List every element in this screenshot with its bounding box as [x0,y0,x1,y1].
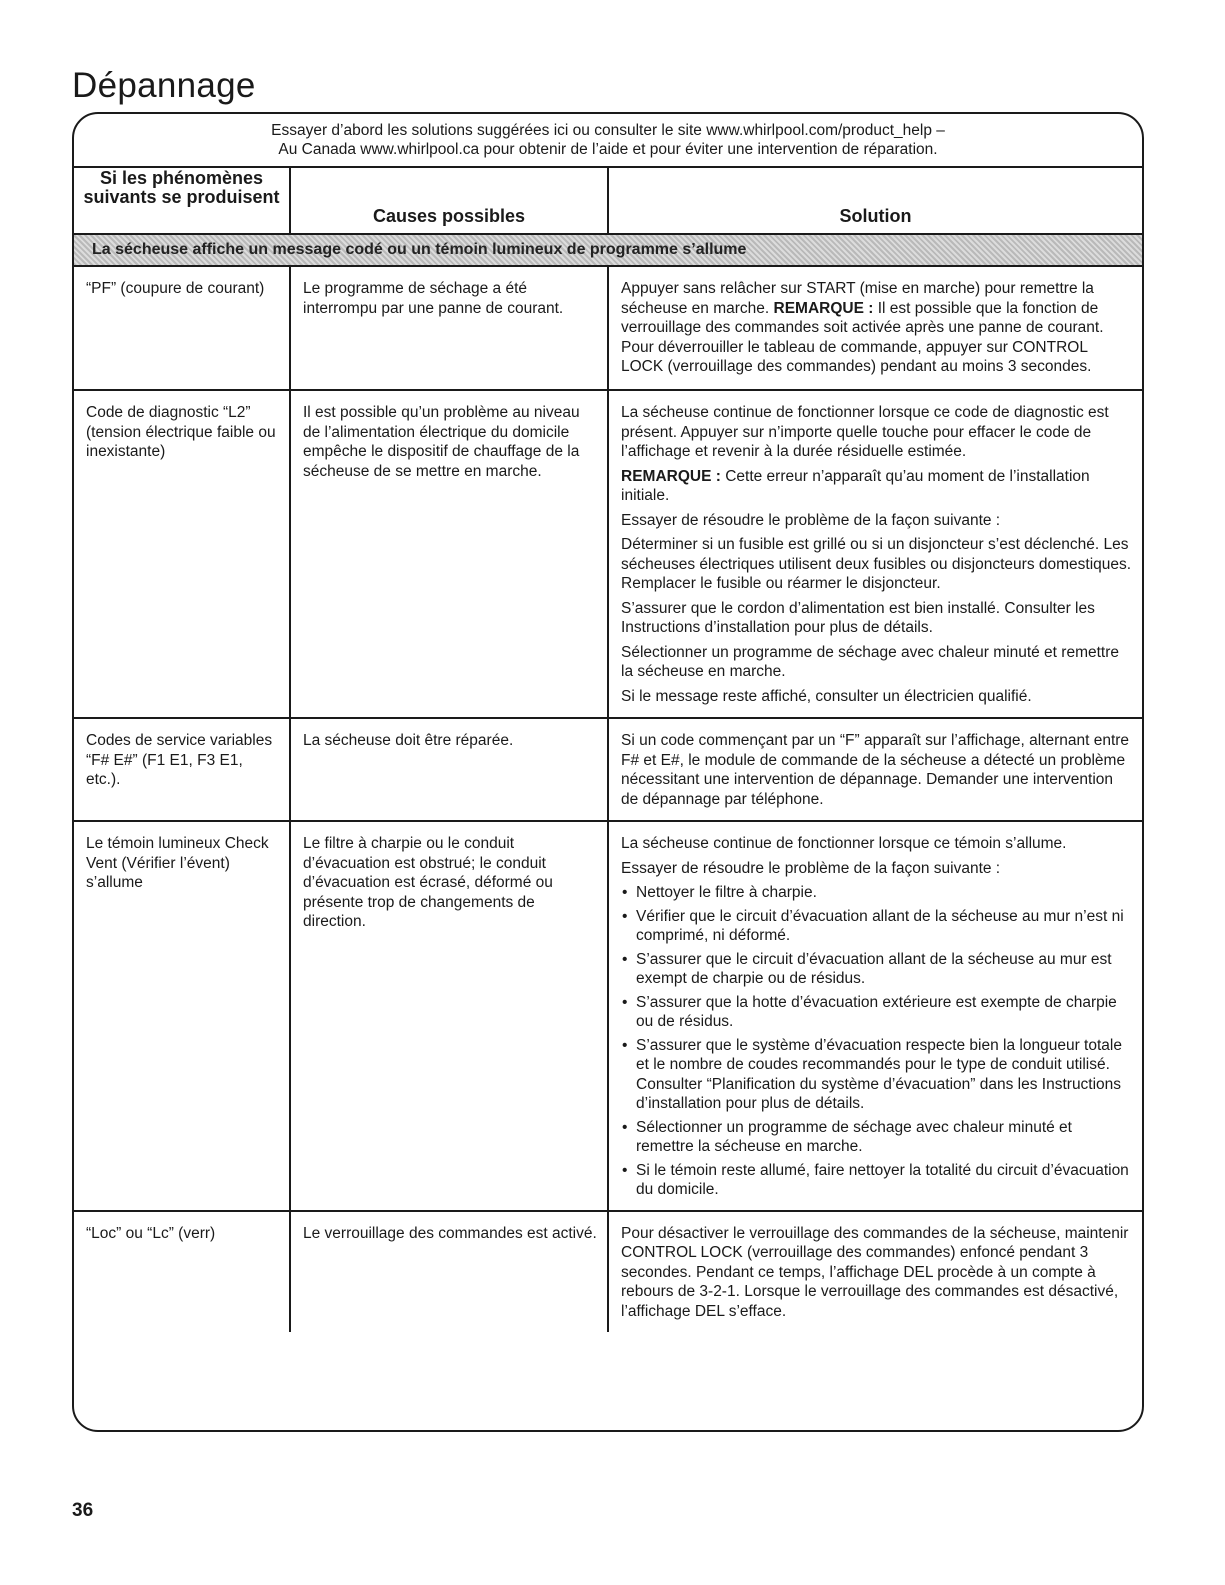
solution-paragraph: Si un code commençant par un “F” apparaît sur l’affichage, alternant entre F# et E#, le module de commande de la sécheuse a détecté un problème nécessitant une intervention de dépannage. Demander une intervention de dépannage par téléphone. [621,732,1130,808]
phenomenon-cell: Code de diagnostic “L2” (tension électrique faible ou inexistante) [74,390,290,718]
solution-paragraph: Essayer de résoudre le problème de la façon suivante : [621,511,1001,529]
list-item: • S’assurer que le circuit d’évacuation allant de la sécheuse au mur est exempt de charpie ou de résidus. [621,950,1132,989]
solution-cell [608,266,1142,390]
cause-cell: Le programme de séchage a été interrompu par une panne de courant. [290,266,608,390]
solution-cell [608,1211,1142,1333]
solution-paragraph: Essayer de résoudre le problème de la façon suivante : [621,859,1001,877]
solution-cell [608,390,1142,718]
cause-cell: Le verrouillage des commandes est activé. [290,1211,608,1333]
note-label: REMARQUE : [773,299,874,317]
solution-text: Appuyer sans relâcher sur START (mise en marche) pour remettre la sécheuse en marche. [621,280,1094,317]
header-phenomenon: Si les phénomènes suivants se produisent [74,168,290,234]
phenomenon-cell: “Loc” ou “Lc” (verr) [74,1211,290,1333]
list-item: • Nettoyer le filtre à charpie. [621,883,1132,903]
list-item: • Si le témoin reste allumé, faire nettoyer la totalité du circuit d’évacuation du domicile. [621,1161,1132,1200]
solution-paragraph: Pour désactiver le verrouillage des commandes de la sécheuse, maintenir CONTROL LOCK (verrouillage des commandes) enfoncé pendant 3 secondes. Pendant ce temps, l’affichage DEL procède à un compte à rebours de 3-2-1. Lorsque le verrouillage des commandes est désactivé, l’affichage DEL s’efface. [621,1224,1129,1320]
table-header-row [74,168,1142,234]
phenomenon-cell: Codes de service variables “F# E#” (F1 E1, F3 E1, etc.). [74,718,290,821]
table-row [74,821,1142,1211]
solution-paragraph: Si le message reste affiché, consulter un électricien qualifié. [621,687,1032,705]
solution-cell [608,718,1142,821]
section-title: La sécheuse affiche un message codé ou un témoin lumineux de programme s’allume [74,234,1142,266]
solution-paragraph [621,467,1132,506]
list-item: • S’assurer que la hotte d’évacuation extérieure est exempte de charpie ou de résidus. [621,993,1132,1032]
header-solution: Solution [608,168,1142,234]
phenomenon-cell: Le témoin lumineux Check Vent (Vérifier l’évent) s’allume [74,821,290,1211]
solution-cell [608,821,1142,1211]
page-title: Dépannage [72,66,256,105]
intro-line-1: Essayer d’abord les solutions suggérées ici ou consulter le site www.whirlpool.com/product_help – [271,122,945,139]
troubleshooting-table [74,168,1142,1332]
list-item: • S’assurer que le système d’évacuation respecte bien la longueur totale et le nombre de coudes recommandés pour le type de conduit utilisé. Consulter “Planification du système d’évacuation” dans les Instructions d’installation pour plus de détails. [621,1036,1132,1114]
list-item: • Vérifier que le circuit d’évacuation allant de la sécheuse au mur n’est ni comprimé, ni déformé. [621,907,1132,946]
table-row [74,266,1142,390]
phenomenon-cell: “PF” (coupure de courant) [74,266,290,390]
cause-cell: Le filtre à charpie ou le conduit d’évacuation est obstrué; le conduit d’évacuation est écrasé, déformé ou présente trop de changements de direction. [290,821,608,1211]
header-causes: Causes possibles [290,168,608,234]
solution-paragraph: S’assurer que le cordon d’alimentation est bien installé. Consulter les Instructions d’installation pour plus de détails. [621,599,1095,636]
cause-cell: Il est possible qu’un problème au niveau de l’alimentation électrique du domicile empêche le dispositif de chauffage de la sécheuse de se mettre en marche. [290,390,608,718]
solution-paragraph [621,279,1132,377]
list-item: • Sélectionner un programme de séchage avec chaleur minuté et remettre la sécheuse en marche. [621,1118,1132,1157]
solution-paragraph: La sécheuse continue de fonctionner lorsque ce témoin s’allume. [621,835,1067,852]
section-header-row [74,234,1142,266]
intro-text [74,114,1142,168]
table-row [74,390,1142,718]
cause-cell: La sécheuse doit être réparée. [290,718,608,821]
intro-line-2: Au Canada www.whirlpool.ca pour obtenir de l’aide et pour éviter une intervention de réparation. [278,141,938,158]
solution-paragraph: Sélectionner un programme de séchage avec chaleur minuté et remettre la sécheuse en marche. [621,643,1119,680]
solution-paragraph: La sécheuse continue de fonctionner lorsque ce code de diagnostic est présent. Appuyer sur n’importe quelle touche pour effacer le code de l’affichage et revenir à la durée résiduelle estimée. [621,404,1109,460]
solution-text: Il est possible que la fonction de verrouillage des commandes soit activée après une panne de courant. Pour déverrouiller le tableau de commande, appuyer sur CONTROL LOCK (verrouillage des commandes) pendant au moins 3 secondes. [621,299,1104,375]
table-row [74,718,1142,821]
solution-bullet-list [621,883,1132,1200]
table-row [74,1211,1142,1333]
solution-paragraph: Déterminer si un fusible est grillé ou si un disjoncteur s’est déclenché. Les sécheuses électriques utilisent deux fusibles ou disjoncteurs domestiques. Remplacer le fusible ou réarmer le disjoncteur. [621,536,1132,592]
page-number: 36 [72,1500,94,1521]
troubleshooting-frame [72,112,1144,1432]
note-label: REMARQUE : [621,467,721,485]
solution-text: Cette erreur n’apparaît qu’au moment de l’installation initiale. [621,467,1090,504]
